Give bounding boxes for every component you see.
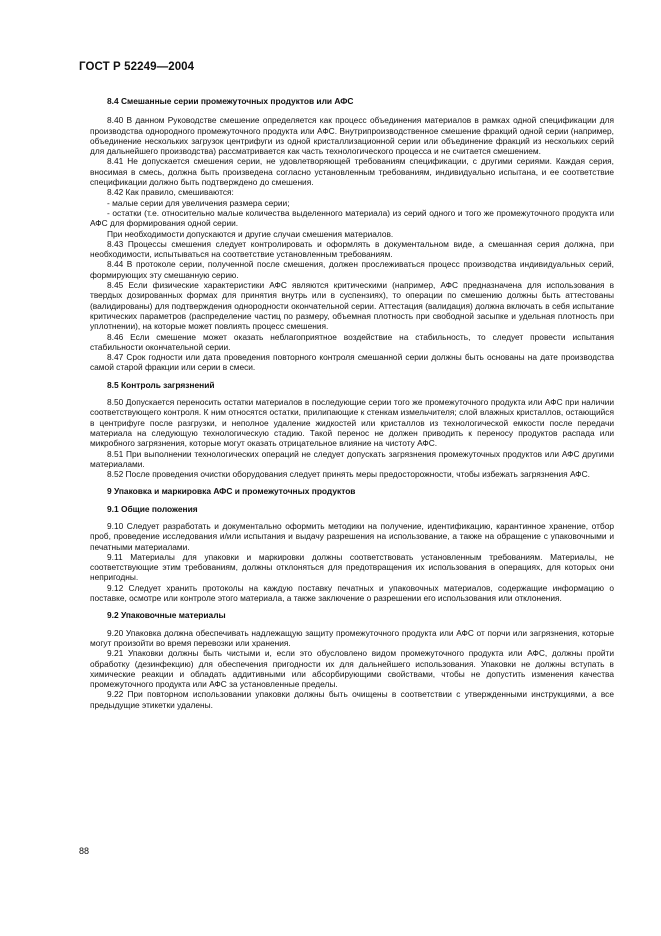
page-number: 88 — [79, 846, 90, 856]
paragraph-8-50: 8.50 Допускается переносить остатки материалов в последующие серии того же промежуточного продукта или АФС при наличии соответствующего контроля. К ним относятся остатки, прилипающие к стенкам измельчителя; слой влажных кристаллов, остающийся в центрифуге после разгрузки, и неполное удаление жидкостей или кристаллов из технологической емкости после передачи материала на следующую технологическую стадию. Такой перенос не должен приводить к переносу продуктов распада или микробного загрязнения, которые могут оказать отрицательное влияние на чистоту АФС. — [90, 397, 614, 449]
paragraph-8-51: 8.51 При выполнении технологических операций не следует допускать загрязнения промежуточных продуктов или АФС другими материалами. — [90, 448, 614, 469]
paragraph-8-47: 8.47 Срок годности или дата проведения повторного контроля смешанной серии должны быть основаны на дате производства самой старой фракции или серии в смеси. — [90, 352, 614, 373]
paragraph-9-10: 9.10 Следует разработать и документально оформить методики на получение, идентификацию, карантинное хранение, отбор проб, проведение исследования и/или испытания и выдачу разрешения на использование, а также на обращение с упаковочными и печатными материалами. — [90, 520, 614, 552]
paragraph-8-41: 8.41 Не допускается смешения серии, не удовлетворяющей требованиям спецификации, с другими сериями. Каждая серия, вносимая в смесь, должна быть произведена согласно установленным требованиям, индивидуально испытана, и ее соответствие спецификации должно быть подтверждено до смешения. — [90, 156, 614, 188]
document-body — [90, 96, 614, 710]
paragraph-8-44: 8.44 В протоколе серии, полученной после смешения, должен прослеживаться процесс производства индивидуальных серий, формирующих эту смешанную серию. — [90, 259, 614, 280]
paragraph-9-12: 9.12 Следует хранить протоколы на каждую поставку печатных и упаковочных материалов, содержащие информацию о поставке, осмотре или контроле этого материала, а также заключение о разрешении его использования или отклонения. — [90, 582, 614, 604]
paragraph-8-52: 8.52 После проведения очистки оборудования следует принять меры предосторожности, чтобы избежать загрязнения АФС. — [107, 469, 590, 480]
list-item: - малые серии для увеличения размера серии; — [107, 197, 290, 208]
paragraph-8-40: 8.40 В данном Руководстве смешение определяется как процесс объединения материалов в рамках одной спецификации для производства однородного промежуточного продукта или АФС. Внутрипроизводственное смешение фракций одной серии (например, объединение нескольких загрузок центрифуги из одной кристаллизационной серии или объединение фракций из нескольких серий для дальнейшего производства) рассматривается как часть технологического процесса и не считается смешением. — [90, 115, 614, 157]
section-heading-8-5: 8.5 Контроль загрязнений — [107, 379, 215, 390]
paragraph-9-20: 9.20 Упаковка должна обеспечивать надлежащую защиту промежуточного продукта или АФС от порчи или загрязнения, которые могут произойти во время перевозки или хранения. — [90, 627, 614, 648]
paragraph-8-43: 8.43 Процессы смешения следует контролировать и оформлять в документальном виде, а смешанная серия должна, при необходимости, испытываться на соответствие установленным требованиям. — [90, 238, 614, 260]
section-heading-9-1: 9.1 Общие положения — [107, 503, 198, 514]
paragraph-9-21: 9.21 Упаковки должны быть чистыми и, если это обусловлено видом промежуточного продукта или АФС, должны пройти обработку (дезинфекцию) для обеспечения пригодности их для дальнейшего использования. Упаковки не должны вступать в химические реакции и обладать аддитивными или абсорбирующими свойствами, чтобы не допустить изменения качества промежуточного продукта или АФС за установленные пределы. — [90, 648, 614, 690]
paragraph-9-22: 9.22 При повторном использовании упаковки должны быть очищены в соответствии с утвержденными инструкциями, а все предыдущие этикетки удалены. — [90, 689, 614, 710]
section-heading-9: 9 Упаковка и маркировка АФС и промежуточных продуктов — [107, 486, 356, 497]
section-heading-8-4: 8.4 Смешанные серии промежуточных продуктов или АФС — [107, 96, 354, 106]
paragraph-9-11: 9.11 Материалы для упаковки и маркировки должны соответствовать установленным требованиям. Материалы, не соответствующие этим требованиям, должны отклоняться для предотвращения их использования в операциях, для которых они непригодны. — [90, 551, 614, 583]
list-item: - остатки (т.е. относительно малые количества выделенного материала) из серий одного и того же промежуточного продукта или АФС для формирования одной серии. — [90, 207, 614, 229]
paragraph-8-46: 8.46 Если смешение может оказать неблагоприятное воздействие на стабильность, то следует провести испытания стабильности окончательной серии. — [90, 331, 614, 352]
paragraph-note: При необходимости допускаются и другие случаи смешения материалов. — [107, 228, 394, 239]
paragraph-8-42: 8.42 Как правило, смешиваются: — [107, 187, 234, 198]
document-header: ГОСТ Р 52249—2004 — [79, 61, 195, 73]
paragraph-8-45: 8.45 Если физические характеристики АФС являются критическими (например, АФС предназначена для использования в твердых дозированных формах для принятия внутрь или в суспензиях), то операции по смешению должны быть аттестованы (валидированы) для подтверждения однородности окончательной серии. Аттестация (валидация) должна включать в себя испытание критических параметров (распределение частиц по размеру, объемная плотность при свободной засыпке и удельная плотность при уплотнении), на которые может повлиять процесс смешения. — [90, 280, 614, 332]
section-heading-9-2: 9.2 Упаковочные материалы — [107, 610, 226, 621]
